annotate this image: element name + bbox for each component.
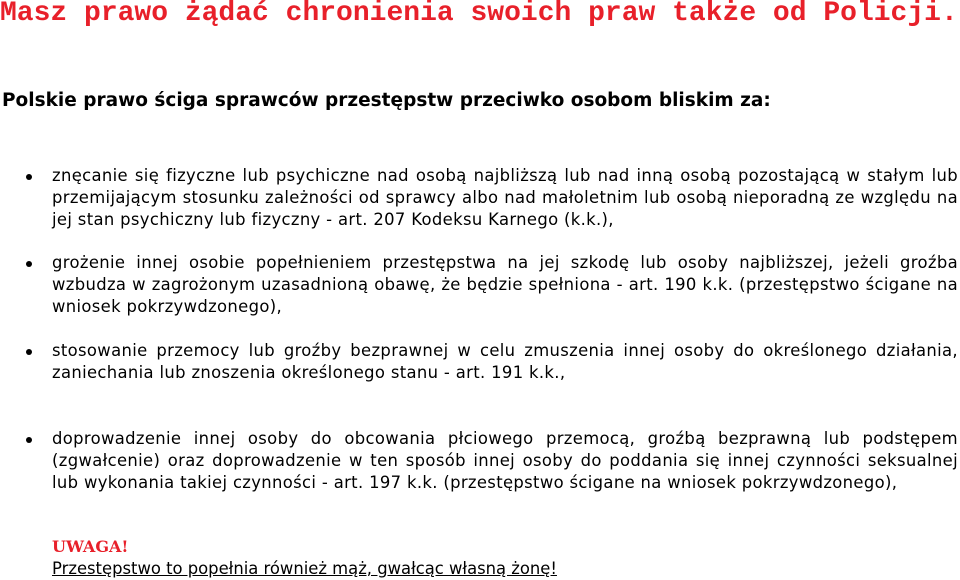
page-title: Masz prawo żądać chronienia swoich praw także od Policji.: [0, 0, 958, 29]
warning-text: Przestępstwo to popełnia również mąż, gwałcąc własną żonę!: [52, 559, 557, 578]
bullet-icon: [26, 261, 32, 267]
list-item-text: grożenie innej osobie popełnieniem przestępstwa na jej szkodę lub osoby najbliższej, jeżeli groźba wzbudza w zagrożonym uzasadnioną obawę, że będzie spełniona - art. 190 k.k. (przestępstwo ścigane na wniosek pokrzywdzonego),: [52, 253, 958, 316]
section-heading: Polskie prawo ściga sprawców przestępstw przeciwko osobom bliskim za:: [2, 90, 771, 111]
warning-label: UWAGA!: [52, 537, 129, 556]
list-item-text: stosowanie przemocy lub groźby bezprawnej w celu zmuszenia innej osoby do określonego działania, zaniechania lub znoszenia określonego stanu - art. 191 k.k.,: [52, 341, 958, 382]
bullet-icon: [26, 174, 32, 180]
list-item-text: doprowadzenie innej osoby do obcowania płciowego przemocą, groźbą bezprawną lub podstępem (zgwałcenie) oraz doprowadzenie w ten sposób innej osoby do poddania się innej czynności seksualnej lub wykonania takiej czynności - art. 197 k.k. (przestępstwo ścigane na wniosek pokrzywdzonego),: [52, 429, 958, 492]
bullet-icon: [26, 437, 32, 443]
bullet-icon: [26, 349, 32, 355]
list-item-text: znęcanie się fizyczne lub psychiczne nad osobą najbliższą lub nad inną osobą pozostającą w stałym lub przemijającym stosunku zależności od sprawcy albo nad małoletnim lub osobą nieporadną ze względu na jej stan psychiczny lub fizyczny - art. 207 Kodeksu Karnego (k.k.),: [52, 166, 958, 229]
